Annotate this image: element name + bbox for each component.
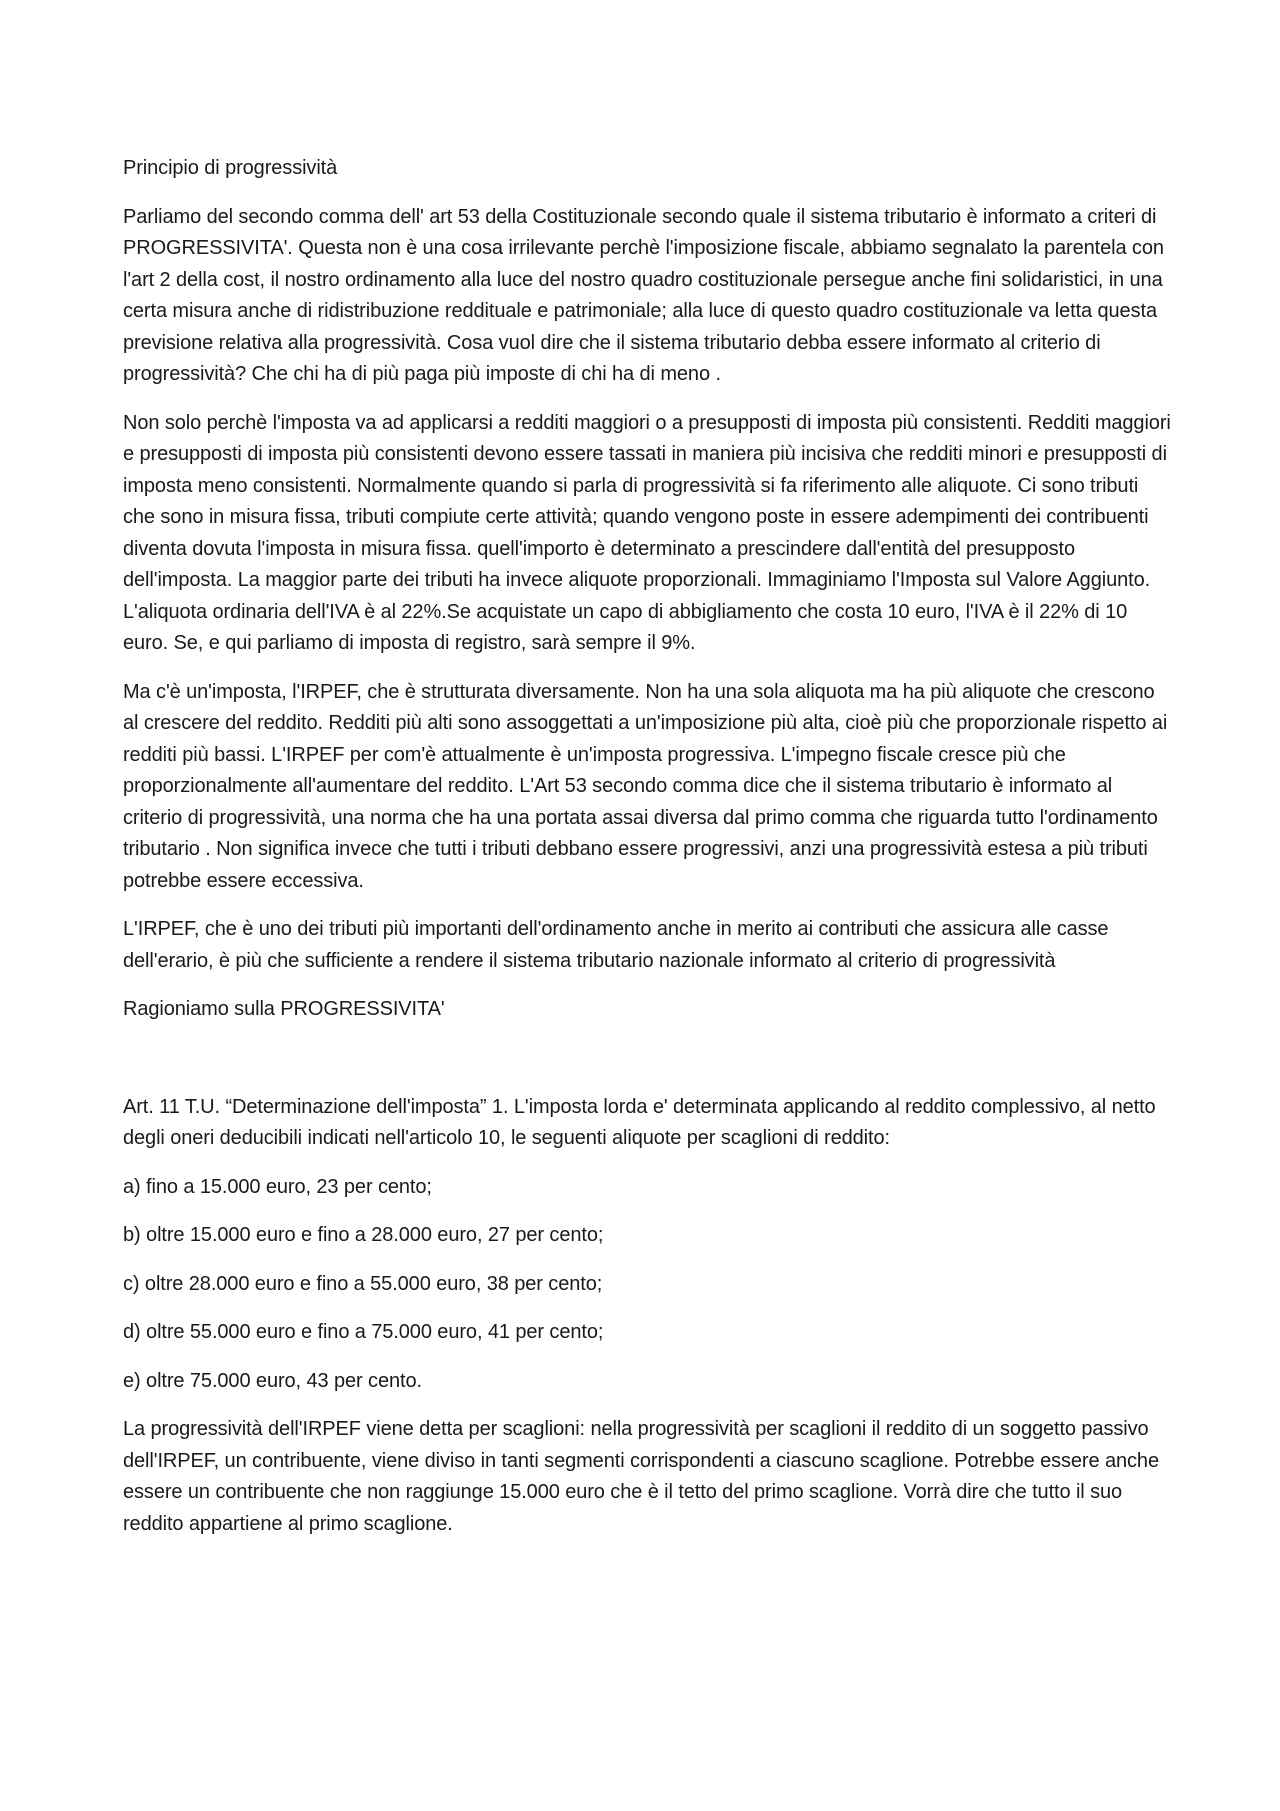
document-page: [123, 153, 1173, 1557]
paragraph-2: Non solo perchè l'imposta va ad applicarsi a redditi maggiori o a presupposti di imposta più consistenti. Redditi maggiori e presupposti di imposta più consistenti devono essere tassati in maniera più incisiva che redditi minori e presupposti di imposta meno consistenti. Normalmente quando si parla di progressività si fa riferimento alle aliquote. Ci sono tributi che sono in misura fissa, tributi compiute certe attività; quando vengono poste in essere adempimenti dei contribuenti diventa dovuta l'imposta in misura fissa. quell'importo è determinato a prescindere dall'entità del presupposto dell'imposta. La maggior parte dei tributi ha invece aliquote proporzionali. Immaginiamo l'Imposta sul Valore Aggiunto. L'aliquota ordinaria dell'IVA è al 22%.Se acquistate un capo di abbigliamento che costa 10 euro, l'IVA è il 22% di 10 euro. Se, e qui parliamo di imposta di registro, sarà sempre il 9%.: [123, 411, 1171, 654]
subheading: Ragioniamo sulla PROGRESSIVITA': [123, 998, 445, 1020]
document-title: Principio di progressività: [123, 157, 338, 179]
closing-paragraph: La progressività dell'IRPEF viene detta per scaglioni: nella progressività per scaglioni il reddito di un soggetto passivo dell'IRPEF, un contribuente, viene diviso in tanti segmenti corrispondenti a ciascuno scaglione. Potrebbe essere anche essere un contribuente che non raggiunge 15.000 euro che è il tetto del primo scaglione. Vorrà dire che tutto il suo reddito appartiene al primo scaglione.: [123, 1418, 1159, 1535]
paragraph-1: Parliamo del secondo comma dell' art 53 della Costituzionale secondo quale il sistema tributario è informato a criteri di PROGRESSIVITA'. Questa non è una cosa irrilevante perchè l'imposizione fiscale, abbiamo segnalato la parentela con l'art 2 della cost, il nostro ordinamento alla luce del nostro quadro costituzionale persegue anche fini solidaristici, in una certa misura anche di ridistribuzione reddituale e patrimoniale; alla luce di questo quadro costituzionale va letta questa previsione relativa alla progressività. Cosa vuol dire che il sistema tributario debba essere informato al criterio di progressività? Che chi ha di più paga più imposte di chi ha di meno .: [123, 205, 1164, 385]
bracket-c: c) oltre 28.000 euro e fino a 55.000 euro, 38 per cento;: [123, 1272, 603, 1295]
bracket-d: d) oltre 55.000 euro e fino a 75.000 euro, 41 per cento;: [123, 1321, 604, 1343]
bracket-e: e) oltre 75.000 euro, 43 per cento.: [123, 1369, 422, 1392]
article-intro: Art. 11 T.U. “Determinazione dell'imposta” 1. L'imposta lorda e' determinata applicando al reddito complessivo, al netto degli oneri deducibili indicati nell'articolo 10, le seguenti aliquote per scaglioni di reddito:: [123, 1095, 1156, 1149]
paragraph-4: L'IRPEF, che è uno dei tributi più importanti dell'ordinamento anche in merito ai contributi che assicura alle casse dell'erario, è più che sufficiente a rendere il sistema tributario nazionale informato al criterio di progressività: [123, 918, 1109, 972]
bracket-b: b) oltre 15.000 euro e fino a 28.000 euro, 27 per cento;: [123, 1224, 604, 1246]
bracket-a: a) fino a 15.000 euro, 23 per cento;: [123, 1175, 432, 1198]
paragraph-3: Ma c'è un'imposta, l'IRPEF, che è strutturata diversamente. Non ha una sola aliquota ma ha più aliquote che crescono al crescere del reddito. Redditi più alti sono assoggettati a un'imposizione più alta, cioè più che proporzionale rispetto ai redditi più bassi. L'IRPEF per com'è attualmente è un'imposta progressiva. L'impegno fiscale cresce più che proporzionalmente all'aumentare del reddito. L'Art 53 secondo comma dice che il sistema tributario è informato al criterio di progressività, una norma che ha una portata assai diversa dal primo comma che riguarda tutto l'ordinamento tributario . Non significa invece che tutti i tributi debbano essere progressivi, anzi una progressività estesa a più tributi potrebbe essere eccessiva.: [123, 680, 1168, 892]
